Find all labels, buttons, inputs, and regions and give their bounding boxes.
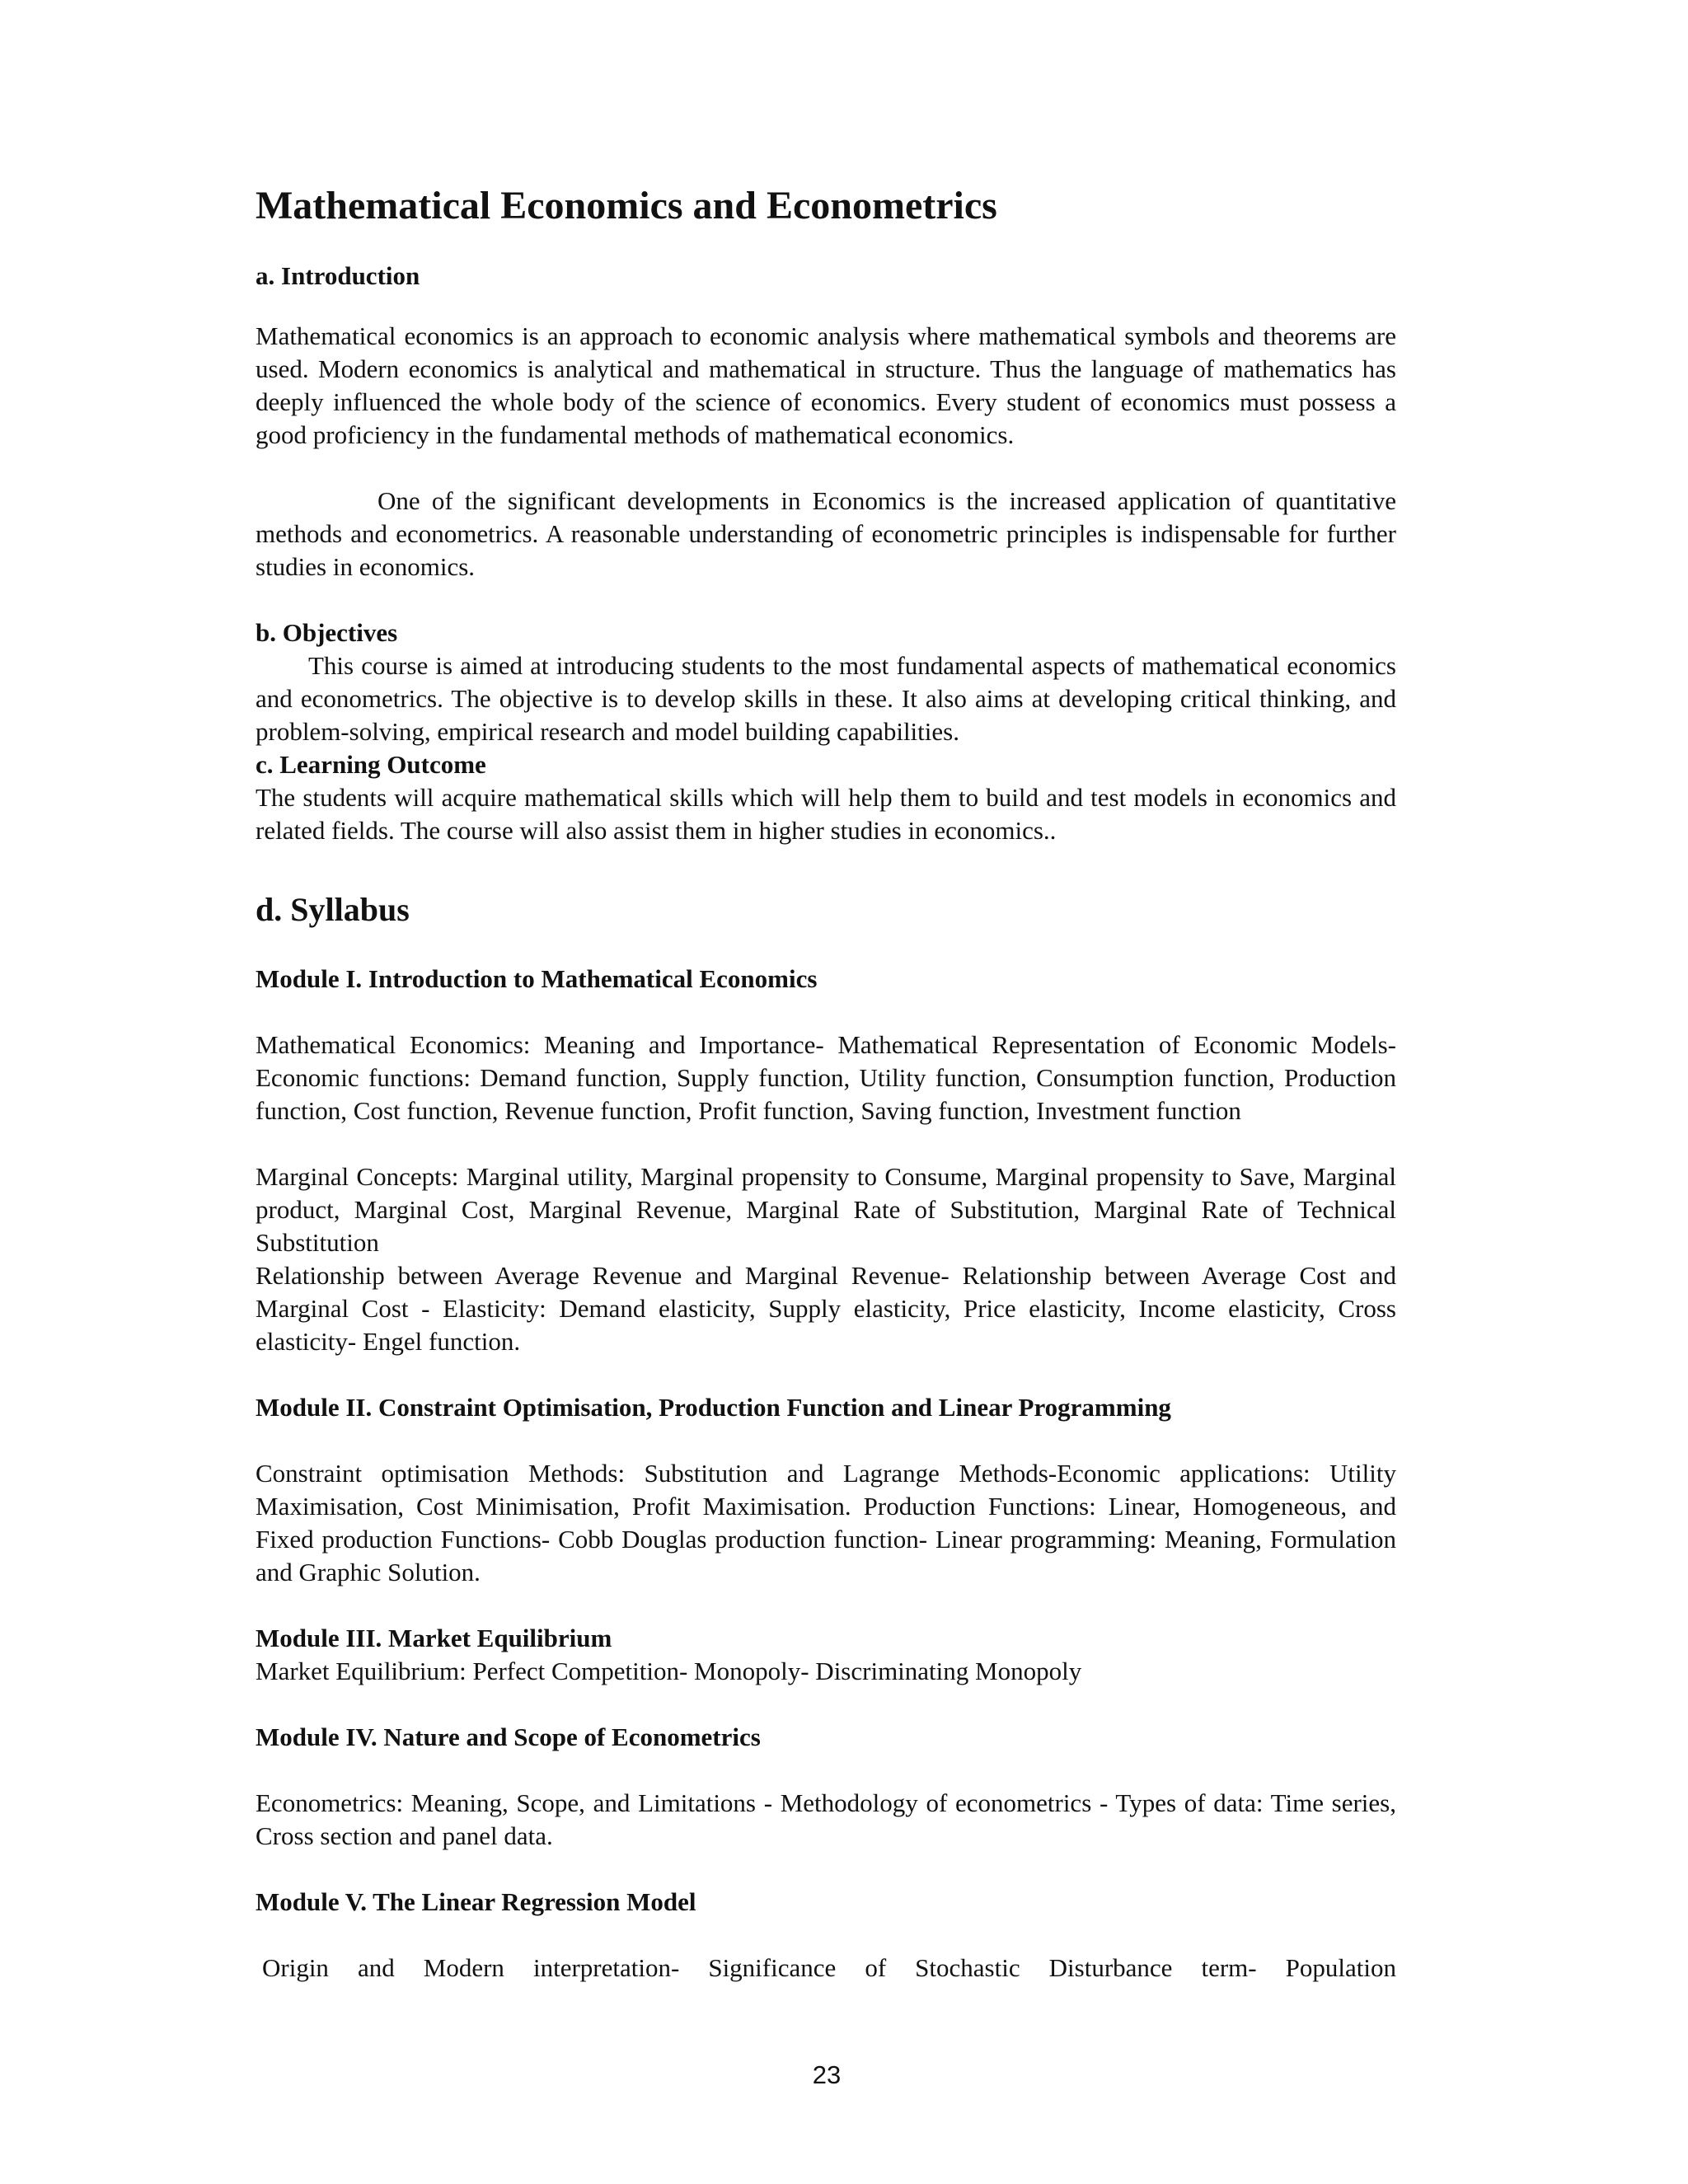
module-2-heading: Module II. Constraint Optimisation, Production Function and Linear Programming	[256, 1393, 1171, 1422]
module-4-heading: Module IV. Nature and Scope of Econometrics	[256, 1722, 761, 1751]
objectives-heading: b. Objectives	[256, 618, 398, 647]
module-1-heading: Module I. Introduction to Mathematical Economics	[256, 964, 818, 993]
introduction-paragraph-1: Mathematical economics is an approach to economic analysis where mathematical symbols and theorems are used. Modern economics is analytical and mathematical in structure. Thus the language of mathematics has deeply influenced the whole body of the science of economics. Every student of economics must possess a good proficiency in the fundamental methods of mathematical economics.	[256, 321, 1396, 449]
document-title: Mathematical Economics and Econometrics	[256, 184, 997, 227]
module-4-paragraph: Econometrics: Meaning, Scope, and Limitations - Methodology of econometrics - Types of data: Time series, Cross section and panel data.	[256, 1788, 1396, 1850]
module-1-paragraph-2: Marginal Concepts: Marginal utility, Marginal propensity to Consume, Marginal propensity to Save, Marginal product, Marginal Cost, Marginal Revenue, Marginal Rate of Substitution, Marginal Rate of Technical Substitution	[256, 1162, 1396, 1257]
introduction-heading: a. Introduction	[256, 261, 420, 290]
module-3-paragraph: Market Equilibrium: Perfect Competition- Monopoly- Discriminating Monopoly	[256, 1657, 1082, 1685]
learning-outcome-heading: c. Learning Outcome	[256, 750, 486, 779]
module-5-paragraph-text: Origin and Modern interpretation- Significance of Stochastic Disturbance term- Population	[262, 1953, 1396, 1982]
module-3-heading: Module III. Market Equilibrium	[256, 1624, 612, 1652]
syllabus-heading: d. Syllabus	[256, 891, 410, 928]
module-2-paragraph: Constraint optimisation Methods: Substitution and Lagrange Methods-Economic applications: Utility Maximisation, Cost Minimisation, Profit Maximisation. Production Functions: Linear, Homogeneous, and Fixed production Functions- Cobb Douglas production function- Linear programming: Meaning, Formulation and Graphic Solution.	[256, 1459, 1396, 1586]
learning-outcome-paragraph: The students will acquire mathematical skills which will help them to build and test models in economics and related fields. The course will also assist them in higher studies in economics..	[256, 783, 1396, 845]
module-1-paragraph-1: Mathematical Economics: Meaning and Importance- Mathematical Representation of Economic Models- Economic functions: Demand function, Supply function, Utility function, Consumption function, Production function, Cost function, Revenue function, Profit function, Saving function, Investment function	[256, 1030, 1396, 1125]
introduction-paragraph-2: One of the significant developments in Economics is the increased application of quantitative methods and econometrics. A reasonable understanding of econometric principles is indispensable for further studies in economics.	[256, 486, 1396, 581]
objectives-paragraph: This course is aimed at introducing students to the most fundamental aspects of mathematical economics and econometrics. The objective is to develop skills in these. It also aims at developing critical thinking, and problem-solving, empirical research and model building capabilities.	[256, 651, 1396, 746]
page-number: 23	[812, 2060, 842, 2089]
module-5-heading: Module V. The Linear Regression Model	[256, 1887, 696, 1916]
module-5-paragraph	[256, 1952, 1396, 1985]
module-1-paragraph-3: Relationship between Average Revenue and Marginal Revenue- Relationship between Average Cost and Marginal Cost - Elasticity: Demand elasticity, Supply elasticity, Price elasticity, Income elasticity, Cross elasticity- Engel function.	[256, 1261, 1396, 1356]
